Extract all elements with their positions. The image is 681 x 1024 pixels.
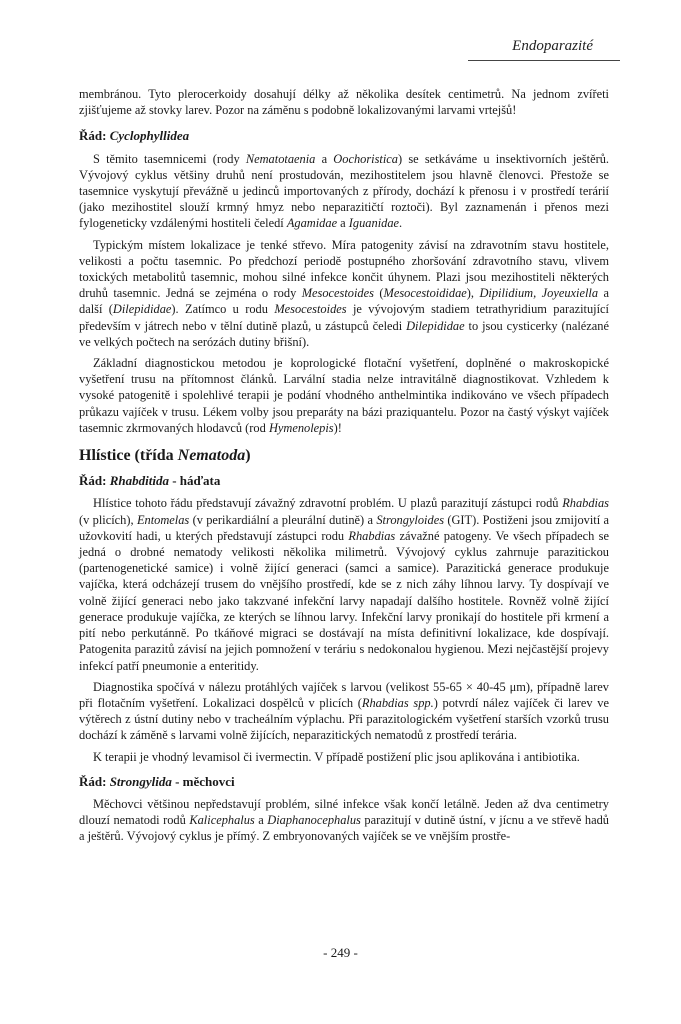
running-header: Endoparazité	[512, 38, 593, 54]
paragraph: Měchovci většinou nepředstavují problém, silné infekce však končí letálně. Jeden až dva centimetry dlouzí nematodi rodů Kalicephalus a Diaphanocephalus parazitují v dutině ústní, v jícnu a ve střevě hadů a ještěrů. Vývojový cyklus je přímý. Z embryonovaných vajíček se ve vnějším prostře-	[79, 796, 609, 844]
page-number: - 249 -	[323, 945, 358, 960]
subsection-heading: Řád: Strongylida - měchovci	[79, 773, 235, 789]
paragraph: Diagnostika spočívá v nálezu protáhlých vajíček s larvou (velikost 55-65 × 40-45 μm), případně larev při flotačním vyšetření. Lokalizaci dospělců v plicích (Rhabdias spp.) potvrdí nález vajíček či larev ve výtěrech z ústní dutiny nebo v tracheálním výplachu. Při parazitologickém vyšetření starších vzorků trusu dochází k záměně s larvami volně žijících, neparazitických nematodů z prostředí terária.	[79, 679, 610, 743]
header-rule	[468, 60, 620, 61]
section-heading: Hlístice (třída Nematoda)	[79, 447, 251, 465]
paragraph: Základní diagnostickou metodou je koprologické flotační vyšetření, doplněné o makroskopické vyšetření trusu na přítomnost článků. Larvální stadia nelze intravitálně diagnostikovat. Vzhledem k vysoké patogenitě i spolehlivé terapii je podání vhodného anthelmintika indikováno ve všech případech průkazu vajíček v trusu. Lékem volby jsou preparáty na bázi praziquantelu. Pozor na častý výskyt vajíček tasemnic zkrmovaných hlodavců (rod Hymenolepis)!	[79, 356, 609, 435]
paragraph: S těmito tasemnicemi (rody Nematotaenia a Oochoristica) se setkáváme u insektivorních ještěrů. Vývojový cyklus většiny druhů není prostudován, mezihostitelem jsou hlavně členovci. Přestože se tasemnice vyskytují převážně u jedinců importovaných z přírody, dochází k přenosu i v prostředí terárií (jako mezihostitel slouží krmný hmyz nebo neparazitičtí roztoči). Byl zaznamenán i přenos mezi fylogeneticky vzdálenými hostiteli čeledí Agamidae a Iguanidae.	[79, 151, 609, 231]
paragraph: Typickým místem lokalizace je tenké střevo. Míra patogenity závisí na zdravotním stavu hostitele, velikosti a počtu tasemnic. Po předchozí periodě postupného zhoršování zdravotního stavu, vlivem toxických metabolitů tasemnic, mohou silné infekce končit úhynem. Plazi jsou mezihostiteli některých druhů tasemnic. Jedná se zejména o rody Mesocestoides (Mesocestoididae), Dipilidium, Joyeuxiella a další (Dilepididae). Zatímco u rodu Mesocestoides je vývojovým stadiem tetrathyridium parazitující především v játrech nebo v tělní dutině plazů, u zástupců čeledi Dilepididae to jsou cysticerky (nalézané ve velkých počtech na serózách dutiny břišní).	[79, 237, 609, 349]
subsection-heading: Řád: Rhabditida - háďata	[79, 473, 221, 489]
paragraph: Hlístice tohoto řádu představují závažný zdravotní problém. U plazů parazitují zástupci rodů Rhabdias (v plicích), Entomelas (v perikardiální a pleurální dutině) a Strongyloides (GIT). Postiženi jsou zmijovití a užovkovití hadi, u kterých představují zástupci rodu Rhabdias závažné patogeny. Ve všech případech se jedná o drobné nematody velikosti několika milimetrů. Vývojový cyklus zahrnuje parazitickou (partenogenetické samice) i volně žijící generaci (samci a samice). Parazitická generace produkuje vajíčka, která odcházejí trusem do vnějšího prostředí, kde se z nich záhy líhnou larvy. Ty dospívají ve volně žijící generaci nebo jako takzvané infekční larvy napadají dalšího hostitele. Rovněž volně žijící generace produkuje vajíčka, ze kterých se líhnou larvy. Infekční larvy pronikají do hostitele při krmení a pití nebo perkutánně. Po tkáňové migraci se dostávají na místa definitivní lokalizace, kde dospívají. Patogenita parazitů závisí na jejich pomnožení v teráriu s nedokonalou hygienou. Mezi nejčastější projevy infekcí patří pneumonie a enteritidy.	[79, 496, 610, 673]
paragraph: K terapii je vhodný levamisol či ivermectin. V případě postižení plic jsou aplikována i antibiotika.	[93, 749, 580, 764]
page-body	[79, 86, 609, 850]
subsection-heading: Řád: Cyclophyllidea	[79, 128, 190, 144]
paragraph: membránou. Tyto plerocerkoidy dosahují délky až několika desítek centimetrů. Na jednom zvířeti zjišťujeme až stovky larev. Pozor na záměnu s podobně lokalizovanými larvami vrtejšů!	[79, 87, 609, 118]
